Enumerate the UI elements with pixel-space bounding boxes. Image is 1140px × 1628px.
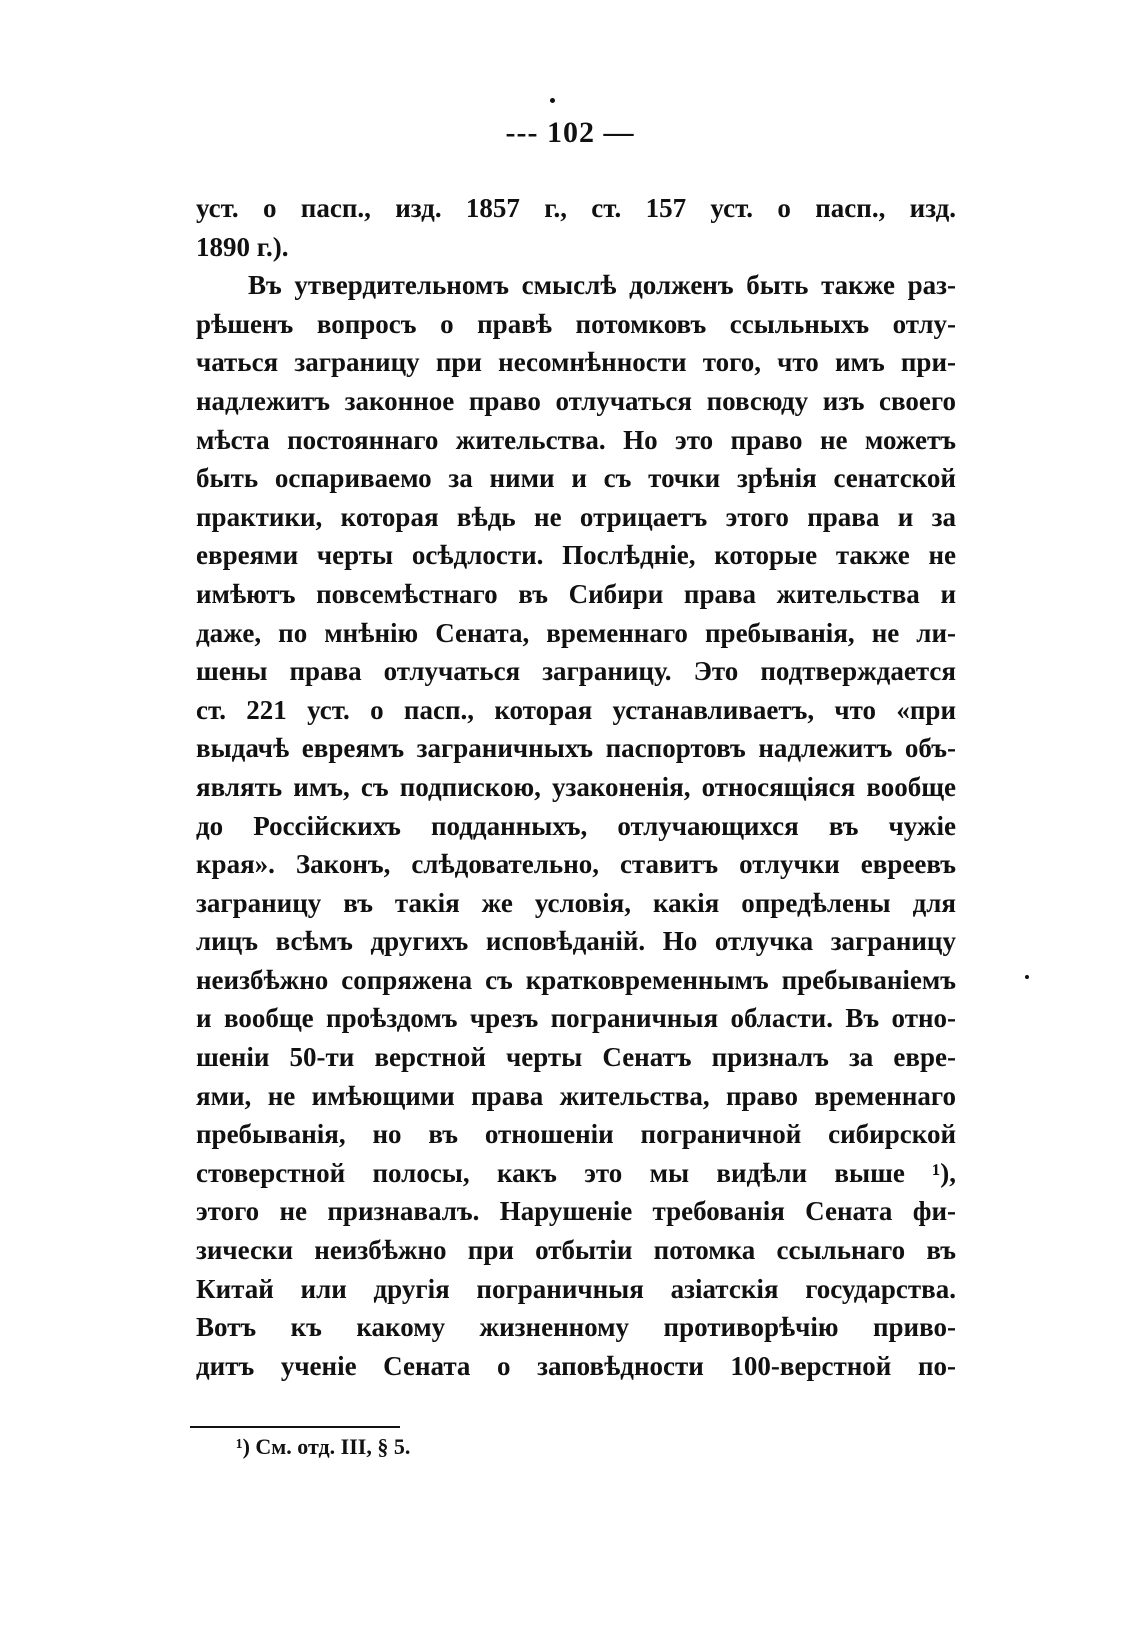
ink-dot-top xyxy=(550,98,555,103)
text-line: заграницу въ такія же условія, какія опредѣлены для xyxy=(196,887,956,918)
text-line: лицъ всѣмъ другихъ исповѣданій. Но отлучка заграницу xyxy=(196,926,956,957)
text-line: ями, не имѣющими права жительства, право временнаго xyxy=(196,1080,956,1111)
text-line: даже, по мнѣнію Сената, временнаго пребыванія, не ли- xyxy=(196,617,956,648)
text-line: практики, которая вѣдь не отрицаетъ этого права и за xyxy=(196,501,956,532)
text-line: надлежитъ законное право отлучаться повсюду изъ своего xyxy=(196,385,956,416)
text-line: чаться заграницу при несомнѣнности того, что имъ при- xyxy=(196,347,956,378)
footnote-divider xyxy=(190,1426,400,1428)
text-line: уст. о пасп., изд. 1857 г., ст. 157 уст. о пасп., изд. xyxy=(196,193,956,223)
text-line: шены права отлучаться заграницу. Это подтверждается xyxy=(196,656,956,687)
text-line: стоверстной полосы, какъ это мы видѣли выше ¹), xyxy=(196,1157,956,1188)
text-line: шеніи 50-ти верстной черты Сенатъ призналъ за евре- xyxy=(196,1042,956,1073)
text-line: выдачѣ евреямъ заграничныхъ паспортовъ надлежитъ объ- xyxy=(196,733,956,764)
text-line: 1890 г.). xyxy=(196,231,289,262)
text-line: Въ утвердительномъ смыслѣ долженъ быть также раз- xyxy=(248,270,956,301)
text-line: пребыванія, но въ отношеніи пограничной сибирской xyxy=(196,1119,956,1150)
text-line: евреями черты осѣдлости. Послѣдніе, которые также не xyxy=(196,540,956,571)
text-line: края». Законъ, слѣдовательно, ставитъ отлучки евреевъ xyxy=(196,849,956,880)
ink-dot-margin xyxy=(1025,975,1029,979)
text-line: этого не признавалъ. Нарушеніе требованія Сената фи- xyxy=(196,1196,956,1227)
text-line: Вотъ къ какому жизненному противорѣчію приво- xyxy=(196,1312,956,1343)
text-line: ст. 221 уст. о пасп., которая устанавливаетъ, что «при xyxy=(196,694,956,725)
text-line: являть имъ, съ подпискою, узаконенія, относящіяся вообще xyxy=(196,771,956,802)
text-line: мѣста постояннаго жительства. Но это право не можетъ xyxy=(196,424,956,455)
text-line: быть оспариваемо за ними и съ точки зрѣнія сенатской xyxy=(196,463,956,494)
text-line: и вообще проѣздомъ чрезъ пограничныя области. Въ отно- xyxy=(196,1003,956,1034)
text-line: дитъ ученіе Сената о заповѣдности 100-верстной по- xyxy=(196,1350,956,1381)
text-line: зически неизбѣжно при отбытіи потомка ссыльнаго въ xyxy=(196,1235,956,1266)
text-line: имѣютъ повсемѣстнаго въ Сибири права жительства и xyxy=(196,578,956,609)
footnote: ¹) См. отд. III, § 5. xyxy=(236,1434,411,1459)
text-line: Китай или другія пограничныя азіатскія государства. xyxy=(196,1273,956,1304)
body-text xyxy=(196,189,956,1385)
text-line: рѣшенъ вопросъ о правѣ потомковъ ссыльныхъ отлу- xyxy=(196,308,956,339)
text-line: неизбѣжно сопряжена съ кратковременнымъ пребываніемъ xyxy=(196,964,956,995)
text-line: до Россійскихъ подданныхъ, отлучающихся въ чужіе xyxy=(196,810,956,841)
page-number-header: --- 102 — xyxy=(505,116,635,149)
